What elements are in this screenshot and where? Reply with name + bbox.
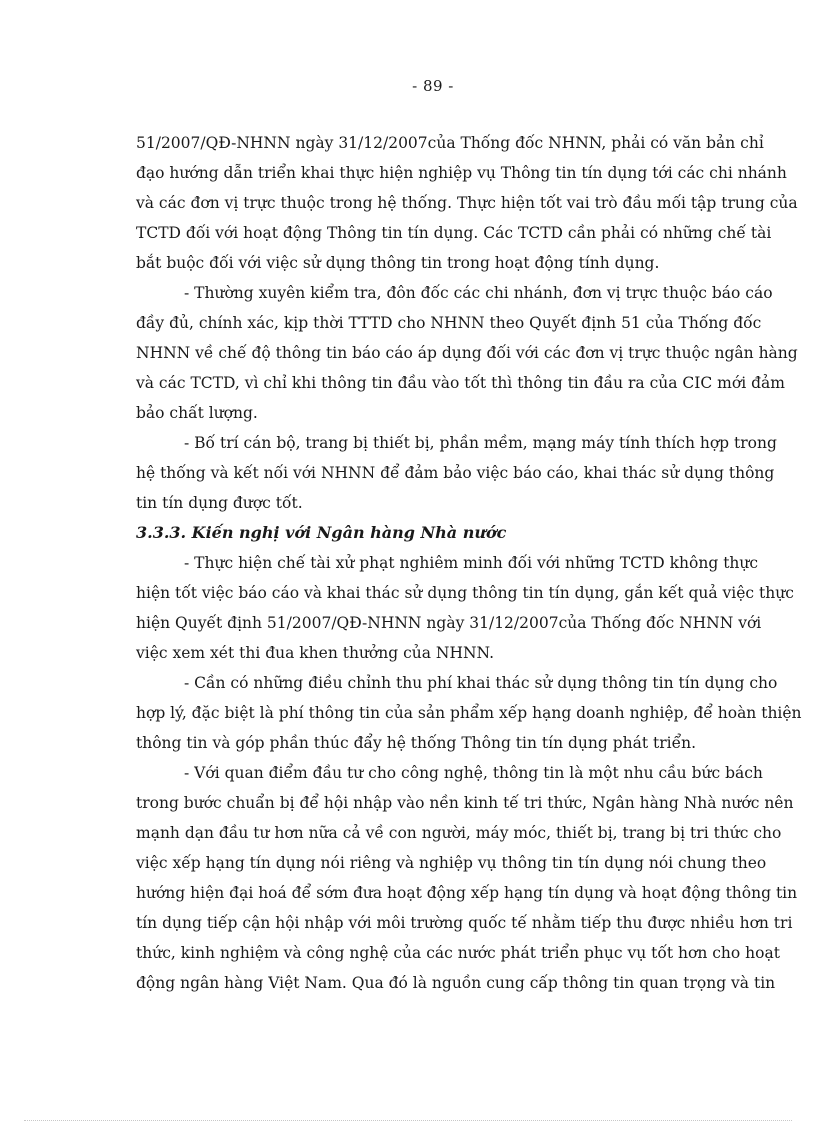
text-line: hợp lý, đặc biệt là phí thông tin của sản phẩm xếp hạng doanh nghiệp, để hoàn thiện (136, 704, 802, 722)
page-number: - 89 - (412, 77, 454, 95)
text-line: thức, kinh nghiệm và công nghệ của các nước phát triển phục vụ tốt hơn cho hoạt (136, 944, 780, 962)
text-line: đạo hướng dẫn triển khai thực hiện nghiệp vụ Thông tin tín dụng tới các chi nhánh (136, 164, 787, 182)
text-line: hệ thống và kết nối với NHNN để đảm bảo việc báo cáo, khai thác sử dụng thông (136, 464, 775, 482)
text-line: - Bố trí cán bộ, trang bị thiết bị, phần mềm, mạng máy tính thích hợp trong (184, 434, 777, 452)
text-line: hướng hiện đại hoá để sớm đưa hoạt động xếp hạng tín dụng và hoạt động thông tin (136, 884, 798, 902)
text-line: đầy đủ, chính xác, kịp thời TTTD cho NHNN theo Quyết định 51 của Thống đốc (136, 314, 762, 332)
text-line: NHNN về chế độ thông tin báo cáo áp dụng đối với các đơn vị trực thuộc ngân hàng (136, 344, 798, 362)
text-line: bảo chất lượng. (136, 404, 258, 422)
text-line: hiện Quyết định 51/2007/QĐ-NHNN ngày 31/12/2007của Thống đốc NHNN với (136, 614, 762, 632)
document-body (136, 128, 802, 998)
text-line: - Với quan điểm đầu tư cho công nghệ, thông tin là một nhu cầu bức bách (184, 764, 763, 782)
text-line: động ngân hàng Việt Nam. Qua đó là nguồn cung cấp thông tin quan trọng và tin (136, 974, 776, 992)
text-line: mạnh dạn đầu tư hơn nữa cả về con người, máy móc, thiết bị, trang bị tri thức cho (136, 824, 782, 842)
text-line: và các TCTD, vì chỉ khi thông tin đầu vào tốt thì thông tin đầu ra của CIC mới đảm (136, 374, 785, 392)
text-line: 51/2007/QĐ-NHNN ngày 31/12/2007của Thống đốc NHNN, phải có văn bản chỉ (136, 134, 764, 152)
text-line: tín dụng tiếp cận hội nhập với môi trường quốc tế nhằm tiếp thu được nhiều hơn tri (136, 914, 793, 932)
footer-divider (24, 1120, 792, 1121)
text-line: tin tín dụng được tốt. (136, 494, 303, 512)
text-line: hiện tốt việc báo cáo và khai thác sử dụng thông tin tín dụng, gắn kết quả việc thực (136, 584, 794, 602)
text-line: và các đơn vị trực thuộc trong hệ thống. Thực hiện tốt vai trò đầu mối tập trung của (136, 194, 798, 212)
text-line: - Cần có những điều chỉnh thu phí khai thác sử dụng thông tin tín dụng cho (184, 674, 778, 692)
text-line: thông tin và góp phần thúc đẩy hệ thống Thông tin tín dụng phát triển. (136, 734, 697, 752)
text-line: việc xếp hạng tín dụng nói riêng và nghiệp vụ thông tin tín dụng nói chung theo (136, 854, 767, 872)
text-line: việc xem xét thi đua khen thưởng của NHNN. (136, 644, 495, 662)
section-heading: 3.3.3. Kiến nghị với Ngân hàng Nhà nước (136, 523, 507, 542)
text-line: trong bước chuẩn bị để hội nhập vào nền kinh tế tri thức, Ngân hàng Nhà nước nên (136, 794, 794, 812)
text-line: - Thường xuyên kiểm tra, đôn đốc các chi nhánh, đơn vị trực thuộc báo cáo (184, 284, 773, 302)
text-line: TCTD đối với hoạt động Thông tin tín dụng. Các TCTD cần phải có những chế tài (136, 224, 772, 242)
text-line: - Thực hiện chế tài xử phạt nghiêm minh đối với những TCTD không thực (184, 554, 759, 572)
text-line: bắt buộc đối với việc sử dụng thông tin trong hoạt động tính dụng. (136, 254, 660, 272)
